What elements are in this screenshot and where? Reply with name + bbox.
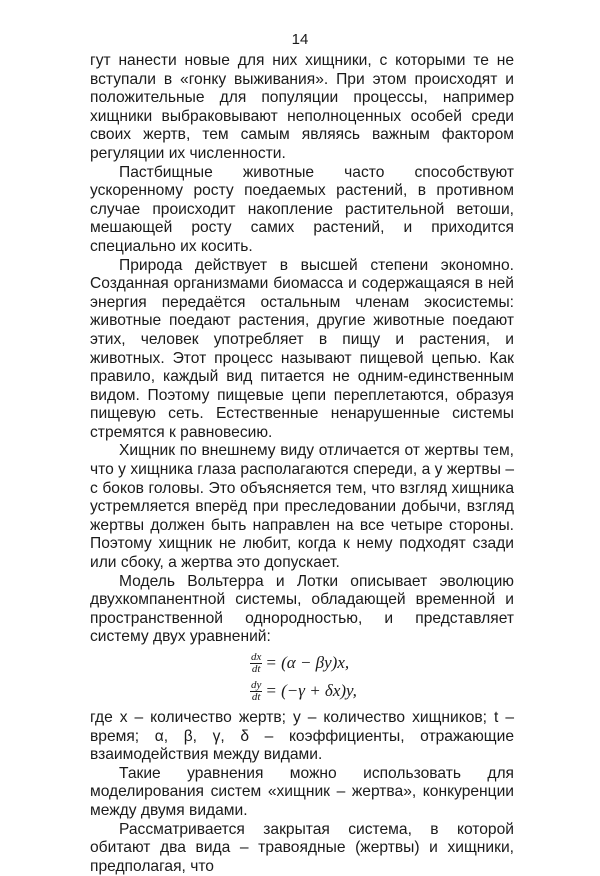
derivative-fraction — [250, 652, 262, 675]
paragraph-grazing-animals: Пастбищные животные часто способствуют ускоренному росту поедаемых растений, в противном случае происходит накопление растительной ветоши, мешающей росту самих растений, и приходится специально их косить. — [90, 163, 514, 255]
derivative-fraction — [250, 680, 262, 703]
paragraph-food-chain: Природа действует в высшей степени экономно. Созданная организмами биомасса и содержащаяся в ней энергия передаётся остальным членам экосистемы: животные поедают растения, другие животные поедают этих, человек употребляет в пищу и растения, и животных. Этот процесс называют пищевой цепью. Как правило, каждый вид питается не одним-единственным видом. Поэтому пищевые цепи переплетаются, образуя пищевую сеть. Естественные ненарушенные системы стремятся к равновесию. — [90, 256, 514, 441]
equation-prey — [250, 649, 514, 677]
fraction-numerator: dx — [251, 650, 262, 663]
paragraph-volterra-lotka-model: Модель Вольтерра и Лотки описывает эволюцию двухкомпанентной системы, обладающей временной и пространственной однородностью, и представляет систему двух уравнений: — [90, 572, 514, 646]
paragraph-predator-vs-prey: Хищник по внешнему виду отличается от жертвы тем, что у хищника глаза располагаются спереди, а у жертвы – с боков головы. Это объясняется тем, что взгляд хищника устремляется вперёд при преследовании добычи, взгляд жертвы должен быть направлен на все четыре стороны. Поэтому хищник не любит, когда к нему подходят сзади или сбоку, а жертва это допускает. — [90, 442, 514, 572]
paragraph-variable-definitions: где x – количество жертв; y – количество хищников; t – время; α, β, γ, δ – коэффициенты, отражающие взаимодействия между видами. — [90, 709, 514, 764]
fraction-denominator: dt — [251, 662, 261, 675]
paragraph-equation-usage: Такие уравнения можно использовать для моделирования систем «хищник – жертва», конкуренции между двумя видами. — [90, 764, 514, 819]
page-number: 14 — [291, 31, 309, 48]
equation-predator — [250, 677, 514, 705]
paragraph-closed-system: Рассматривается закрытая система, в которой обитают два вида – травоядные (жертвы) и хищники, предполагая, что — [90, 820, 514, 875]
equation-right-side: = (α − βy)x, — [265, 652, 350, 672]
fraction-numerator: dy — [251, 678, 262, 691]
paragraph-predators-impact: гут нанести новые для них хищники, с которыми те не вступали в «гонку выживания». При этом происходят и положительные для популяции процессы, например хищники выбраковывают неполноценных особей среди своих жертв, тем самым являясь важным фактором регуляции их численности. — [90, 52, 514, 162]
equation-system — [90, 649, 514, 705]
page-body — [90, 52, 514, 876]
fraction-denominator: dt — [251, 690, 261, 703]
equation-right-side: = (−γ + δx)y, — [265, 680, 357, 700]
